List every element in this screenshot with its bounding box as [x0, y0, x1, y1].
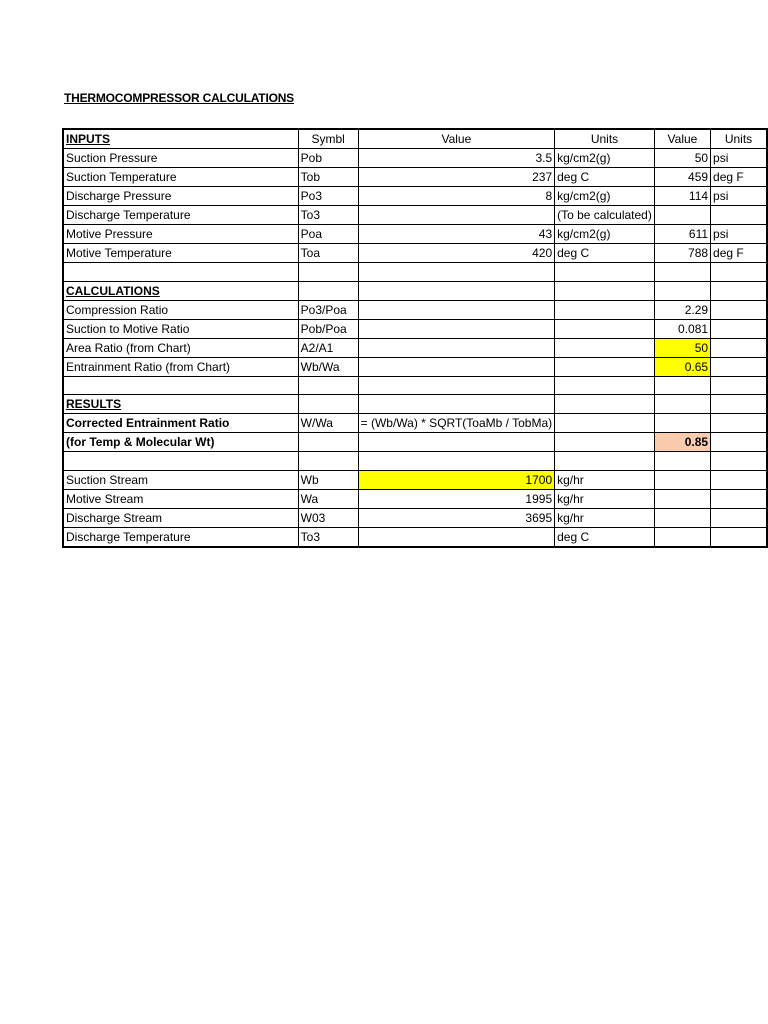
empty-cell[interactable] [654, 376, 710, 395]
row-value-2[interactable]: 114 [654, 187, 710, 206]
empty-row [63, 452, 767, 471]
empty-cell[interactable] [358, 357, 555, 376]
empty-cell[interactable] [63, 452, 298, 471]
row-units-1[interactable]: kg/hr [555, 470, 655, 489]
table-row [63, 527, 767, 547]
corrected-ratio-result-cell[interactable]: 0.85 [654, 433, 710, 452]
empty-cell[interactable] [654, 508, 710, 527]
empty-cell[interactable] [654, 489, 710, 508]
row-value-1[interactable]: 43 [358, 225, 555, 244]
empty-cell[interactable] [654, 470, 710, 489]
row-symbol[interactable]: W/Wa [298, 414, 358, 433]
empty-cell[interactable] [711, 508, 767, 527]
table-row [63, 225, 767, 244]
empty-row [63, 263, 767, 282]
empty-cell[interactable] [711, 357, 767, 376]
row-units-1[interactable]: deg C [555, 527, 655, 547]
empty-cell[interactable] [711, 319, 767, 338]
row-value-2[interactable]: 611 [654, 225, 710, 244]
row-units-2[interactable]: psi [711, 187, 767, 206]
empty-cell[interactable] [358, 376, 555, 395]
empty-cell[interactable] [711, 452, 767, 471]
table-row [63, 168, 767, 187]
calculations-heading[interactable]: CALCULATIONS [63, 281, 298, 300]
row-label[interactable]: (for Temp & Molecular Wt) [63, 433, 298, 452]
row-symbol[interactable]: Wb [298, 470, 358, 489]
table-row [63, 470, 767, 489]
empty-cell[interactable] [298, 376, 358, 395]
empty-cell[interactable] [358, 433, 555, 452]
header-row [63, 129, 767, 149]
empty-cell[interactable] [555, 414, 655, 433]
empty-cell[interactable] [555, 319, 655, 338]
empty-cell[interactable] [555, 263, 655, 282]
row-value-2[interactable]: 50 [654, 149, 710, 168]
row-label[interactable]: Compression Ratio [63, 300, 298, 319]
header-symbol[interactable]: Symbl [298, 129, 358, 149]
row-units-2[interactable]: deg F [711, 244, 767, 263]
empty-cell[interactable] [555, 395, 655, 414]
row-symbol[interactable]: W03 [298, 508, 358, 527]
row-units-2[interactable]: deg F [711, 168, 767, 187]
row-value-1[interactable]: 1995 [358, 489, 555, 508]
row-label[interactable]: Suction Temperature [63, 168, 298, 187]
row-label[interactable]: Discharge Temperature [63, 527, 298, 547]
row-units-1[interactable] [555, 206, 655, 225]
table-row [63, 319, 767, 338]
header-units-2[interactable]: Units [711, 129, 767, 149]
empty-cell[interactable] [711, 376, 767, 395]
empty-cell[interactable] [654, 281, 710, 300]
row-value-1[interactable] [358, 206, 555, 225]
row-symbol[interactable]: A2/A1 [298, 338, 358, 357]
row-symbol[interactable]: Tob [298, 168, 358, 187]
row-value-1[interactable]: 3695 [358, 508, 555, 527]
row-label[interactable]: Suction to Motive Ratio [63, 319, 298, 338]
empty-cell[interactable] [358, 338, 555, 357]
header-value-1[interactable]: Value [358, 129, 555, 149]
empty-cell[interactable] [654, 527, 710, 547]
row-units-2[interactable]: psi [711, 149, 767, 168]
empty-cell[interactable] [654, 263, 710, 282]
row-label[interactable]: Suction Pressure [63, 149, 298, 168]
row-units-1[interactable]: deg C [555, 168, 655, 187]
table-row [63, 149, 767, 168]
table-row [63, 338, 767, 357]
empty-cell[interactable] [358, 395, 555, 414]
formula-text: = (Wb/Wa) * SQRT(ToaMb / TobMa) [360, 416, 553, 431]
table-row [63, 244, 767, 263]
row-symbol[interactable]: Po3 [298, 187, 358, 206]
empty-cell[interactable] [358, 452, 555, 471]
empty-cell[interactable] [711, 395, 767, 414]
empty-cell[interactable] [711, 263, 767, 282]
row-label[interactable]: Motive Stream [63, 489, 298, 508]
row-symbol[interactable]: To3 [298, 206, 358, 225]
empty-cell[interactable] [711, 433, 767, 452]
row-value-2[interactable]: 0.081 [654, 319, 710, 338]
row-value-1[interactable]: 8 [358, 187, 555, 206]
row-value-1[interactable]: 237 [358, 168, 555, 187]
row-label[interactable]: Discharge Temperature [63, 206, 298, 225]
row-value-2[interactable]: 788 [654, 244, 710, 263]
table-row [63, 508, 767, 527]
empty-cell[interactable] [555, 300, 655, 319]
row-label[interactable]: Corrected Entrainment Ratio [63, 414, 298, 433]
row-units-1[interactable]: kg/hr [555, 508, 655, 527]
empty-cell[interactable] [555, 452, 655, 471]
row-label[interactable]: Suction Stream [63, 470, 298, 489]
empty-cell[interactable] [298, 395, 358, 414]
empty-cell[interactable] [711, 527, 767, 547]
table-row [63, 357, 767, 376]
empty-cell[interactable] [358, 300, 555, 319]
empty-cell[interactable] [63, 263, 298, 282]
table-row [63, 300, 767, 319]
to-be-calculated-note: (To be calculated) [557, 208, 652, 222]
suction-stream-input-cell[interactable]: 1700 [358, 470, 555, 489]
row-label[interactable]: Area Ratio (from Chart) [63, 338, 298, 357]
row-label[interactable]: Discharge Pressure [63, 187, 298, 206]
calculations-heading-row [63, 281, 767, 300]
empty-cell[interactable] [654, 395, 710, 414]
sheet-title: THERMOCOMPRESSOR CALCULATIONS [64, 91, 294, 105]
empty-cell[interactable] [711, 338, 767, 357]
empty-cell[interactable] [555, 376, 655, 395]
header-value-2[interactable]: Value [654, 129, 710, 149]
empty-cell[interactable] [711, 470, 767, 489]
row-value-1[interactable] [358, 527, 555, 547]
row-symbol[interactable]: Poa [298, 225, 358, 244]
area-ratio-input-cell[interactable]: 50 [654, 338, 710, 357]
empty-cell[interactable] [711, 489, 767, 508]
row-label[interactable]: Motive Pressure [63, 225, 298, 244]
inputs-heading[interactable]: INPUTS [63, 129, 298, 149]
empty-cell[interactable] [358, 281, 555, 300]
table-row [63, 489, 767, 508]
row-label[interactable]: Discharge Stream [63, 508, 298, 527]
row-value-2[interactable]: 2.29 [654, 300, 710, 319]
row-symbol[interactable]: Po3/Poa [298, 300, 358, 319]
row-units-1[interactable]: kg/cm2(g) [555, 149, 655, 168]
table-row [63, 187, 767, 206]
empty-cell[interactable] [555, 338, 655, 357]
empty-cell[interactable] [555, 357, 655, 376]
row-value-2[interactable]: 459 [654, 168, 710, 187]
empty-cell[interactable] [654, 452, 710, 471]
row-label[interactable]: Motive Temperature [63, 244, 298, 263]
row-symbol[interactable]: Toa [298, 244, 358, 263]
empty-cell[interactable] [298, 263, 358, 282]
row-value-1[interactable]: 420 [358, 244, 555, 263]
empty-cell[interactable] [654, 414, 710, 433]
entrainment-ratio-input-cell[interactable]: 0.65 [654, 357, 710, 376]
row-symbol[interactable]: Pob/Poa [298, 319, 358, 338]
empty-cell[interactable] [711, 300, 767, 319]
empty-cell[interactable] [298, 452, 358, 471]
row-units-1[interactable]: kg/cm2(g) [555, 187, 655, 206]
header-units-1[interactable]: Units [555, 129, 655, 149]
table-row [63, 414, 767, 433]
empty-cell[interactable] [298, 433, 358, 452]
empty-cell[interactable] [711, 281, 767, 300]
row-symbol[interactable]: Pob [298, 149, 358, 168]
empty-cell[interactable] [555, 433, 655, 452]
row-units-1[interactable]: kg/cm2(g) [555, 225, 655, 244]
formula-cell[interactable] [358, 414, 555, 433]
empty-row [63, 376, 767, 395]
row-units-2[interactable]: psi [711, 225, 767, 244]
empty-cell[interactable] [298, 281, 358, 300]
table-row [63, 433, 767, 452]
row-value-1[interactable]: 3.5 [358, 149, 555, 168]
row-units-1[interactable]: kg/hr [555, 489, 655, 508]
empty-cell[interactable] [711, 414, 767, 433]
row-label[interactable]: Entrainment Ratio (from Chart) [63, 357, 298, 376]
empty-cell[interactable] [555, 281, 655, 300]
row-symbol[interactable]: To3 [298, 527, 358, 547]
row-value-2[interactable] [654, 206, 710, 225]
results-heading-row [63, 395, 767, 414]
row-symbol[interactable]: Wa [298, 489, 358, 508]
empty-cell[interactable] [358, 319, 555, 338]
calculation-table [62, 128, 768, 548]
row-units-2[interactable] [711, 206, 767, 225]
empty-cell[interactable] [358, 263, 555, 282]
table-row [63, 206, 767, 225]
row-symbol[interactable]: Wb/Wa [298, 357, 358, 376]
results-heading[interactable]: RESULTS [63, 395, 298, 414]
empty-cell[interactable] [63, 376, 298, 395]
row-units-1[interactable]: deg C [555, 244, 655, 263]
